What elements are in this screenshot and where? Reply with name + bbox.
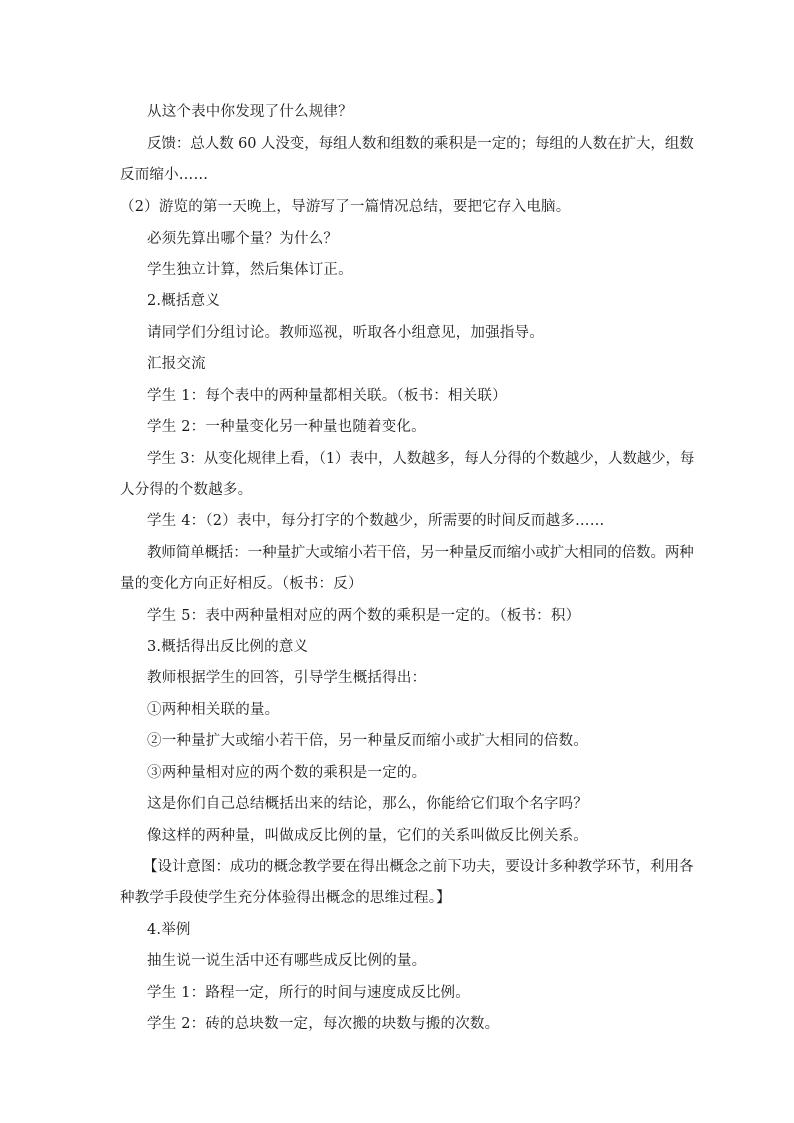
design-intent-line-1: 【设计意图：成功的概念教学要在得出概念之前下功夫，要设计多种教学环节，利用各 xyxy=(143,859,694,875)
naming-question: 这是你们自己总结概括出来的结论，那么，你能给它们取个名字吗？ xyxy=(147,796,588,812)
teacher-summary-line-1: 教师简单概括：一种量扩大或缩小若干倍，另一种量反而缩小或扩大相同的倍数。两种 xyxy=(147,545,694,561)
teacher-guide: 教师根据学生的回答，引导学生概括得出： xyxy=(147,670,427,686)
section-heading-4: 4.举例 xyxy=(147,922,191,938)
student-5-answer: 学生 5：表中两种量相对应的两个数的乘积是一定的。（板书：积） xyxy=(147,608,581,624)
student-3-answer-line-1: 学生 3：从变化规律上看，（1）表中，人数越多，每人分得的个数越少，人数越少，每 xyxy=(147,451,695,467)
group-discussion: 请同学们分组讨论。教师巡视，听取各小组意见，加强指导。 xyxy=(147,325,544,341)
student-4-answer: 学生 4：（2）表中，每分打字的个数越少，所需要的时间反而越多…… xyxy=(147,513,605,529)
point-1: ①两种相关联的量。 xyxy=(147,702,280,718)
scenario-2: （2）游览的第一天晚上，导游写了一篇情况总结，要把它存入电脑。 xyxy=(120,199,571,215)
design-intent-line-2: 种教学手段使学生充分体验得出概念的思维过程。】 xyxy=(120,890,451,906)
student-2-answer: 学生 2：一种量变化另一种量也随着变化。 xyxy=(147,419,426,435)
feedback-line-1: 反馈：总人数 60 人没变，每组人数和组数的乘积是一定的；每组的人数在扩大，组数 xyxy=(147,136,694,152)
definition: 像这样的两种量，叫做成反比例的量，它们的关系叫做反比例关系。 xyxy=(147,828,588,844)
student-3-answer-line-2: 人分得的个数越多。 xyxy=(120,482,253,498)
student-1-answer: 学生 1：每个表中的两种量都相关联。（板书：相关联） xyxy=(147,388,507,404)
teacher-summary-line-2: 量的变化方向正好相反。（板书：反） xyxy=(120,576,363,592)
point-2: ②一种量扩大或缩小若干倍，另一种量反而缩小或扩大相同的倍数。 xyxy=(147,733,588,749)
section-heading-2: 2.概括意义 xyxy=(147,293,221,309)
section-heading-3: 3.概括得出反比例的意义 xyxy=(147,639,309,655)
question-which-quantity: 必须先算出哪个量？为什么？ xyxy=(147,231,339,247)
example-student-2: 学生 2：砖的总块数一定，每次搬的块数与搬的次数。 xyxy=(147,1016,500,1032)
example-student-1: 学生 1：路程一定，所行的时间与速度成反比例。 xyxy=(147,985,470,1001)
question-rule: 从这个表中你发现了什么规律？ xyxy=(147,104,353,120)
feedback-line-2: 反而缩小…… xyxy=(120,167,209,183)
independent-calc: 学生独立计算，然后集体订正。 xyxy=(147,262,353,278)
point-3: ③两种量相对应的两个数的乘积是一定的。 xyxy=(147,765,427,781)
examples-prompt: 抽生说一说生活中还有哪些成反比例的量。 xyxy=(147,953,427,969)
report-exchange: 汇报交流 xyxy=(147,356,206,372)
